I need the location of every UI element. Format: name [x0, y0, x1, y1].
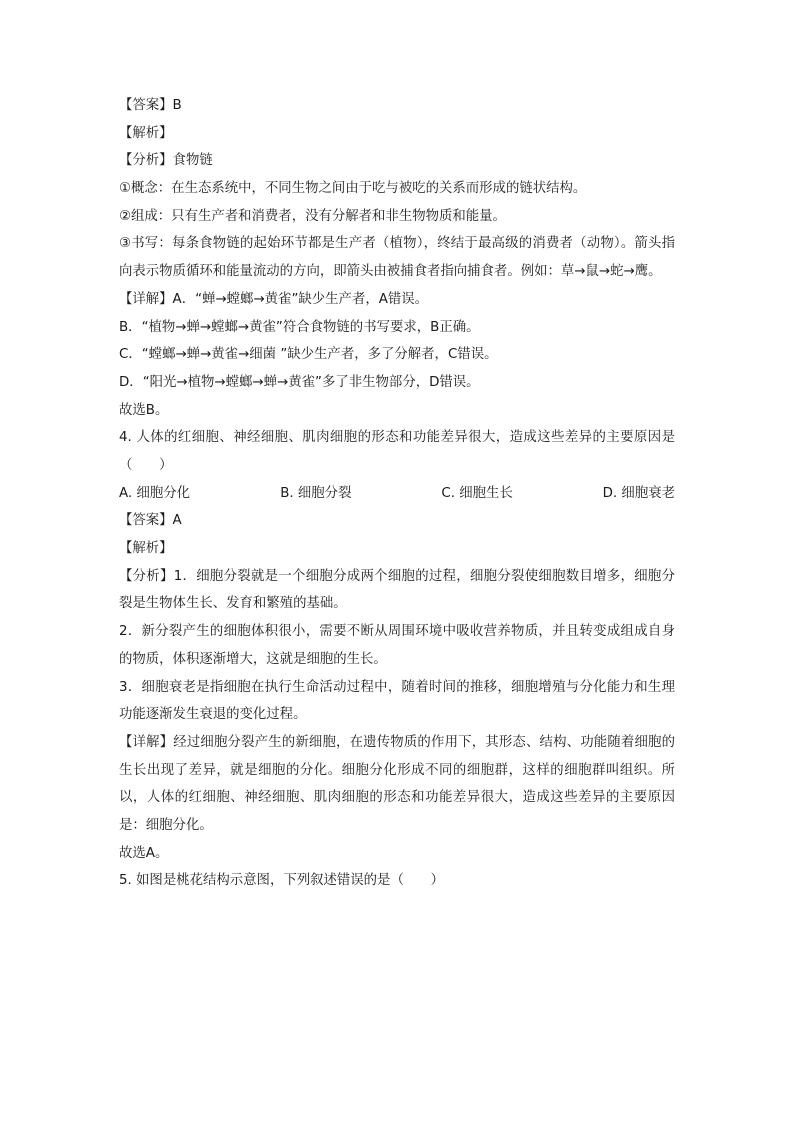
- document-body: [119, 92, 675, 895]
- q3-concept: ①概念：在生态系统中，不同生物之间由于吃与被吃的关系而形成的链状结构。: [119, 181, 587, 197]
- q4-analysis-3: 3．细胞衰老是指细胞在执行生命活动过程中，随着时间的推移，细胞增殖与分化能力和生理功能逐渐发生衰退的变化过程。: [119, 679, 675, 723]
- q5-stem: 5. 如图是桃花结构示意图，下列叙述错误的是（ ）: [119, 873, 445, 889]
- q3-detail-c: C．“螳螂→蝉→黄雀→细菌 ”缺少生产者，多了分解者，C错误。: [119, 347, 498, 363]
- q4-options: [119, 480, 675, 508]
- q3-writing: ③书写：每条食物链的起始环节都是生产者（植物），终结于最高级的消费者（动物）。箭头指向表示物质循环和能量流动的方向，即箭头由被捕食者指向捕食者。例如：草→鼠→蛇→鹰。: [119, 236, 675, 280]
- q4-stem: 4. 人体的红细胞、神经细胞、肌肉细胞的形态和功能差异很大，造成这些差异的主要原因是（ ）: [119, 430, 675, 473]
- q4-option-b: B. 细胞分裂: [280, 485, 352, 501]
- q3-detail-a: 【详解】A．“蝉→螳螂→黄雀”缺少生产者，A错误。: [119, 291, 429, 307]
- q3-answer: 【答案】B: [119, 98, 182, 113]
- q4-detail: 【详解】经过细胞分裂产生的新细胞，在遗传物质的作用下，其形态、结构、功能随着细胞的生长出现了差异，就是细胞的分化。细胞分化形成不同的细胞群，这样的细胞群叫组织。所以，人体的红细胞、神经细胞、肌肉细胞的形态和功能差异很大，造成这些差异的主要原因是：细胞分化。: [119, 734, 675, 834]
- q4-option-a: A. 细胞分化: [119, 485, 190, 501]
- q3-detail-b: B．“植物→蝉→螳螂→黄雀”符合食物链的书写要求，B正确。: [119, 319, 480, 335]
- q3-analysis: 【分析】食物链: [119, 153, 213, 169]
- q4-option-c: C. 细胞生长: [441, 485, 513, 501]
- q4-analysis-header: 【解析】: [119, 541, 173, 557]
- q4-analysis-2: 2．新分裂产生的细胞体积很小，需要不断从周围环境中吸收营养物质，并且转变成组成自身的物质，体积逐渐增大，这就是细胞的生长。: [119, 624, 675, 667]
- q3-choose: 故选B。: [119, 402, 169, 418]
- q3-detail-d: D．“阳光→植物→螳螂→蝉→黄雀”多了非生物部分，D错误。: [119, 374, 480, 390]
- q3-composition: ②组成：只有生产者和消费者，没有分解者和非生物物质和能量。: [119, 208, 506, 224]
- q4-analysis-1: 【分析】1．细胞分裂就是一个细胞分成两个细胞的过程，细胞分裂使细胞数目增多，细胞分裂是生物体生长、发育和繁殖的基础。: [119, 568, 675, 612]
- q4-choose: 故选A。: [119, 845, 169, 861]
- q4-option-d: D. 细胞衰老: [602, 485, 675, 501]
- q3-analysis-header: 【解析】: [119, 125, 173, 141]
- q4-answer: 【答案】A: [119, 513, 182, 529]
